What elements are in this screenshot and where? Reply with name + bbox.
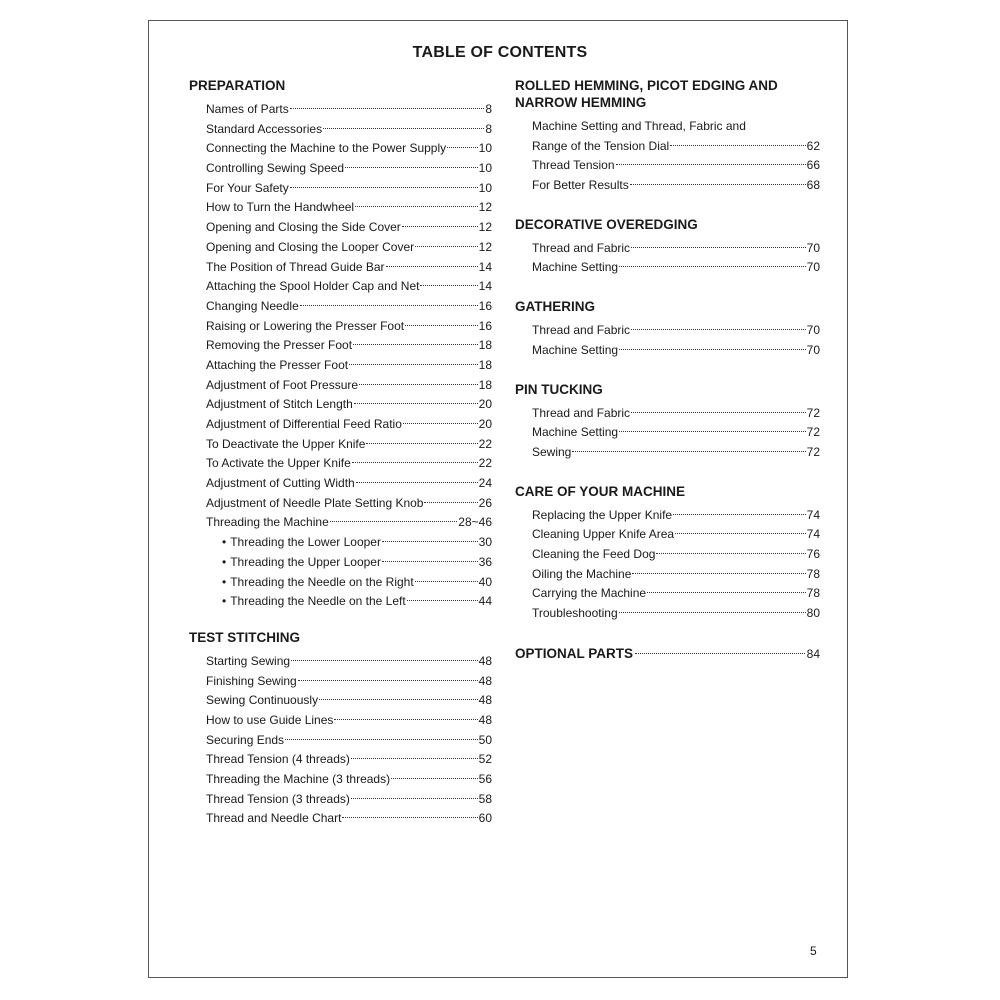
bullet: • xyxy=(222,535,227,550)
toc-entry[interactable] xyxy=(206,652,492,672)
entry-page: 24 xyxy=(478,476,492,491)
toc-entry[interactable] xyxy=(206,513,492,533)
entry-page: 80 xyxy=(806,606,820,620)
entry-title: Threading the Upper Looper xyxy=(230,554,381,569)
sub-entry-list xyxy=(206,533,492,612)
entry-title: Adjustment of Needle Plate Setting Knob xyxy=(206,495,424,510)
entry-title: Controlling Sewing Speed xyxy=(206,161,345,176)
entry-title-wrap xyxy=(222,573,414,593)
entry-title: For Better Results xyxy=(532,178,629,193)
entry-page: 72 xyxy=(806,425,820,440)
toc-entry[interactable] xyxy=(532,525,820,545)
entry-title: Machine Setting xyxy=(532,342,619,357)
entry-title: Machine Setting and Thread, Fabric and xyxy=(532,119,746,133)
toc-entry[interactable] xyxy=(532,604,820,624)
entry-title: Threading the Lower Looper xyxy=(230,535,381,550)
toc-entry[interactable] xyxy=(532,341,820,361)
entry-title: Sewing Continuously xyxy=(206,693,319,708)
dot-leader xyxy=(656,553,805,554)
entry-list xyxy=(532,137,820,196)
entry-title: Thread Tension (3 threads) xyxy=(206,791,350,806)
toc-entry[interactable] xyxy=(206,809,492,829)
entry-page: 12 xyxy=(478,220,492,235)
entry-title: Finishing Sewing xyxy=(206,673,297,688)
toc-entry[interactable] xyxy=(206,277,492,297)
entry-title: Carrying the Machine xyxy=(532,586,647,601)
dot-leader xyxy=(424,502,477,503)
left-column xyxy=(189,77,492,829)
entry-list xyxy=(532,239,820,278)
entry-title: Securing Ends xyxy=(206,732,285,747)
entry-page: 70 xyxy=(806,260,820,275)
dot-leader xyxy=(352,462,478,463)
entry-title: Starting Sewing xyxy=(206,653,291,668)
dot-leader xyxy=(382,561,478,562)
toc-entry[interactable] xyxy=(206,258,492,278)
entry-list xyxy=(206,100,492,533)
entry-title: Raising or Lowering the Presser Foot xyxy=(206,318,405,333)
toc-entry[interactable] xyxy=(532,156,820,176)
dot-leader xyxy=(356,482,478,483)
dot-leader xyxy=(353,344,478,345)
dot-leader xyxy=(366,443,477,444)
dot-leader xyxy=(403,423,478,424)
dot-leader xyxy=(619,431,806,432)
entry-title: Opening and Closing the Looper Cover xyxy=(206,239,415,254)
entry-page: 74 xyxy=(806,507,820,522)
toc-entry[interactable] xyxy=(206,376,492,396)
entry-page: 10 xyxy=(478,141,492,156)
toc-entry[interactable] xyxy=(532,545,820,565)
dot-leader xyxy=(349,364,478,365)
entry-page: 60 xyxy=(478,811,492,826)
dot-leader xyxy=(415,246,478,247)
entry-title: Thread Tension (4 threads) xyxy=(206,752,350,767)
entry-list xyxy=(532,321,820,360)
entry-title: Adjustment of Differential Feed Ratio xyxy=(206,417,402,431)
toc-entry-optional-parts[interactable] xyxy=(515,645,820,663)
entry-title: How to Turn the Handwheel xyxy=(206,200,355,215)
entry-title: Connecting the Machine to the Power Supply xyxy=(206,141,447,156)
dot-leader xyxy=(319,699,478,700)
entry-page: 28~46 xyxy=(458,515,492,530)
section-optional-parts xyxy=(515,645,820,663)
entry-page: 8 xyxy=(485,102,492,116)
toc-entry[interactable] xyxy=(206,711,492,731)
dot-leader xyxy=(670,145,805,146)
entry-page: 62 xyxy=(806,138,820,153)
entry-page: 70 xyxy=(806,240,820,255)
toc-entry[interactable] xyxy=(206,672,492,692)
toc-entry[interactable] xyxy=(532,404,820,424)
section-heading: GATHERING xyxy=(515,299,595,315)
entry-page: 48 xyxy=(478,653,492,668)
entry-title: To Activate the Upper Knife xyxy=(206,456,351,471)
toc-entry[interactable] xyxy=(206,750,492,770)
toc-entry[interactable] xyxy=(206,100,492,120)
dot-leader xyxy=(359,384,478,385)
toc-entry[interactable] xyxy=(206,770,492,790)
entry-page: 18 xyxy=(478,377,492,392)
entry-page: 70 xyxy=(806,323,820,338)
entry-title: Range of the Tension Dial xyxy=(532,138,670,153)
dot-leader xyxy=(407,600,478,601)
toc-sub-entry[interactable] xyxy=(206,592,492,612)
entry-page: 48 xyxy=(478,712,492,727)
toc-entry[interactable] xyxy=(206,198,492,218)
entry-page: 40 xyxy=(478,574,492,589)
dot-leader xyxy=(298,680,478,681)
entry-title: Thread and Fabric xyxy=(532,240,631,255)
toc-entry[interactable] xyxy=(532,321,820,341)
toc-entry[interactable] xyxy=(532,423,820,443)
entry-title: Thread and Fabric xyxy=(532,323,631,338)
dot-leader xyxy=(290,187,478,188)
entry-title: Troubleshooting xyxy=(532,606,618,620)
dot-leader xyxy=(391,778,478,779)
toc-entry[interactable] xyxy=(532,176,820,196)
entry-page: 58 xyxy=(478,791,492,806)
entry-page: 18 xyxy=(478,338,492,353)
entry-page: 50 xyxy=(478,732,492,747)
dot-leader xyxy=(635,653,805,654)
section-heading: DECORATIVE OVEREDGING xyxy=(515,216,698,232)
toc-entry[interactable] xyxy=(206,790,492,810)
toc-entry[interactable] xyxy=(206,691,492,711)
dot-leader xyxy=(323,128,484,129)
entry-list xyxy=(532,506,820,624)
entry-title: Threading the Machine (3 threads) xyxy=(206,772,391,786)
entry-page: 18 xyxy=(478,357,492,372)
entry-page: 16 xyxy=(478,318,492,333)
entry-page: 22 xyxy=(478,436,492,451)
dot-leader xyxy=(619,266,806,267)
dot-leader xyxy=(420,285,477,286)
entry-title: Threading the Needle on the Left xyxy=(230,594,406,609)
toc-entry[interactable] xyxy=(206,494,492,514)
dot-leader xyxy=(330,521,458,522)
entry-page: 48 xyxy=(478,673,492,688)
entry-page: 48 xyxy=(478,693,492,708)
entry-title: To Deactivate the Upper Knife xyxy=(206,436,366,451)
dot-leader xyxy=(631,329,806,330)
toc-entry[interactable] xyxy=(532,443,820,463)
dot-leader xyxy=(675,533,806,534)
toc-entry[interactable] xyxy=(532,584,820,604)
section-rolled-hemming xyxy=(515,77,820,196)
entry-page: 16 xyxy=(478,298,492,313)
entry-title: Oiling the Machine xyxy=(532,566,632,581)
toc-entry[interactable] xyxy=(206,317,492,337)
entry-page: 20 xyxy=(478,397,492,412)
entry-title: Opening and Closing the Side Cover xyxy=(206,220,401,235)
dot-leader xyxy=(631,412,806,413)
entry-title: The Position of Thread Guide Bar xyxy=(206,259,385,274)
entry-page: 26 xyxy=(478,495,492,510)
dot-leader xyxy=(355,206,478,207)
entry-list xyxy=(532,404,820,463)
section-heading: PREPARATION xyxy=(189,78,286,93)
entry-title: Adjustment of Stitch Length xyxy=(206,397,353,412)
dot-leader xyxy=(402,226,478,227)
entry-page: 78 xyxy=(806,586,820,601)
page-title: TABLE OF CONTENTS xyxy=(412,44,588,61)
toc-entry[interactable] xyxy=(206,218,492,238)
entry-title: Cleaning Upper Knife Area xyxy=(532,527,675,542)
entry-title: Changing Needle xyxy=(206,298,299,313)
toc-entry[interactable] xyxy=(206,159,492,179)
dot-leader xyxy=(300,305,478,306)
entry-page: 14 xyxy=(478,259,492,274)
entry-title: Attaching the Spool Holder Cap and Net xyxy=(206,279,420,294)
entry-title: Adjustment of Foot Pressure xyxy=(206,377,359,392)
entry-title: Threading the Machine xyxy=(206,515,329,530)
dot-leader xyxy=(632,573,805,574)
section-heading-line1: ROLLED HEMMING, PICOT EDGING AND xyxy=(515,78,778,93)
entry-title: Attaching the Presser Foot xyxy=(206,357,349,372)
entry-page: 52 xyxy=(478,752,492,767)
entry-page: 14 xyxy=(478,279,492,294)
dot-leader xyxy=(382,541,478,542)
entry-page: 76 xyxy=(806,546,820,561)
entry-page: 78 xyxy=(806,566,820,581)
dot-leader xyxy=(673,514,806,515)
entry-page: 12 xyxy=(478,200,492,215)
toc-entry[interactable] xyxy=(206,336,492,356)
toc-sub-entry[interactable] xyxy=(206,553,492,573)
toc-entry[interactable] xyxy=(206,297,492,317)
entry-title: Threading the Needle on the Right xyxy=(230,574,414,589)
entry-title: Thread and Needle Chart xyxy=(206,811,342,826)
entry-page: 36 xyxy=(478,554,492,569)
entry-page: 84 xyxy=(806,646,820,661)
toc-entry[interactable] xyxy=(206,238,492,258)
entry-page: 66 xyxy=(806,158,820,173)
entry-title: Thread Tension xyxy=(532,158,615,173)
dot-leader xyxy=(619,349,806,350)
toc-entry[interactable] xyxy=(206,415,492,435)
toc-entry[interactable] xyxy=(532,258,820,278)
section-decorative-overedging xyxy=(515,216,820,278)
toc-entry[interactable] xyxy=(206,356,492,376)
toc-sub-entry[interactable] xyxy=(206,573,492,593)
entry-page: 10 xyxy=(478,180,492,195)
toc-entry[interactable] xyxy=(532,239,820,259)
entry-page: 56 xyxy=(478,772,492,786)
dot-leader xyxy=(354,403,478,404)
bullet: • xyxy=(222,594,227,609)
entry-page: 70 xyxy=(806,342,820,357)
entry-page: 10 xyxy=(478,161,492,176)
entry-title: Adjustment of Cutting Width xyxy=(206,476,355,491)
entry-title: Sewing xyxy=(532,444,572,459)
toc-entry[interactable] xyxy=(206,474,492,494)
section-heading-line2: NARROW HEMMING xyxy=(515,95,647,110)
bullet: • xyxy=(222,554,227,569)
entry-page: 72 xyxy=(806,444,820,459)
section-heading: OPTIONAL PARTS xyxy=(515,645,634,661)
dot-leader xyxy=(351,798,478,799)
section-gathering xyxy=(515,298,820,360)
toc-entry[interactable] xyxy=(206,435,492,455)
entry-page: 68 xyxy=(806,178,820,193)
entry-page: 22 xyxy=(478,456,492,471)
section-care xyxy=(515,483,820,624)
toc-entry-first-line[interactable] xyxy=(532,117,820,137)
toc-entry[interactable] xyxy=(206,731,492,751)
entry-title: For Your Safety xyxy=(206,180,289,195)
entry-title: Removing the Presser Foot xyxy=(206,338,353,353)
dot-leader xyxy=(647,592,806,593)
toc-sub-entry[interactable] xyxy=(206,533,492,553)
dot-leader xyxy=(630,184,806,185)
section-heading: TEST STITCHING xyxy=(189,629,300,645)
entry-title: How to use Guide Lines xyxy=(206,712,334,727)
entry-page: 12 xyxy=(478,239,492,254)
toc-entry[interactable] xyxy=(206,454,492,474)
entry-title: Replacing the Upper Knife xyxy=(532,507,673,522)
dot-leader xyxy=(290,108,485,109)
entry-title-wrap xyxy=(222,592,406,612)
entry-title: Machine Setting xyxy=(532,425,619,440)
dot-leader xyxy=(447,147,477,148)
toc-entry[interactable] xyxy=(206,139,492,159)
toc-entry[interactable] xyxy=(206,120,492,140)
entry-page: 44 xyxy=(478,594,492,609)
section-pin-tucking xyxy=(515,381,820,463)
dot-leader xyxy=(415,581,478,582)
bullet: • xyxy=(222,574,227,589)
entry-title: Cleaning the Feed Dog xyxy=(532,546,656,561)
section-heading: CARE OF YOUR MACHINE xyxy=(515,483,686,499)
entry-list xyxy=(206,652,492,829)
entry-page: 20 xyxy=(478,417,492,431)
entry-title: Names of Parts xyxy=(206,102,289,116)
dot-leader xyxy=(386,266,478,267)
entry-title-wrap xyxy=(222,553,381,573)
dot-leader xyxy=(631,247,806,248)
dot-leader xyxy=(342,817,477,818)
section-preparation xyxy=(189,77,492,612)
toc-entry[interactable] xyxy=(532,506,820,526)
section-test-stitching xyxy=(189,629,492,829)
dot-leader xyxy=(619,612,806,613)
entry-title-wrap xyxy=(222,533,381,553)
entry-page: 8 xyxy=(485,121,492,136)
entry-page: 72 xyxy=(806,405,820,420)
entry-page: 74 xyxy=(806,527,820,542)
dot-leader xyxy=(291,660,478,661)
toc-entry[interactable] xyxy=(532,565,820,585)
dot-leader xyxy=(285,739,478,740)
entry-title: Thread and Fabric xyxy=(532,405,631,420)
dot-leader xyxy=(334,719,477,720)
page-number: 5 xyxy=(810,944,817,958)
toc-entry[interactable] xyxy=(532,137,820,157)
toc-entry[interactable] xyxy=(206,395,492,415)
dot-leader xyxy=(345,167,478,168)
dot-leader xyxy=(405,325,478,326)
section-heading: PIN TUCKING xyxy=(515,381,603,397)
toc-entry[interactable] xyxy=(206,179,492,199)
entry-title: Machine Setting xyxy=(532,260,619,275)
dot-leader xyxy=(351,758,478,759)
dot-leader xyxy=(616,164,806,165)
right-column xyxy=(515,77,820,663)
entry-title: Standard Accessories xyxy=(206,121,323,136)
dot-leader xyxy=(572,451,805,452)
entry-page: 30 xyxy=(478,535,492,550)
